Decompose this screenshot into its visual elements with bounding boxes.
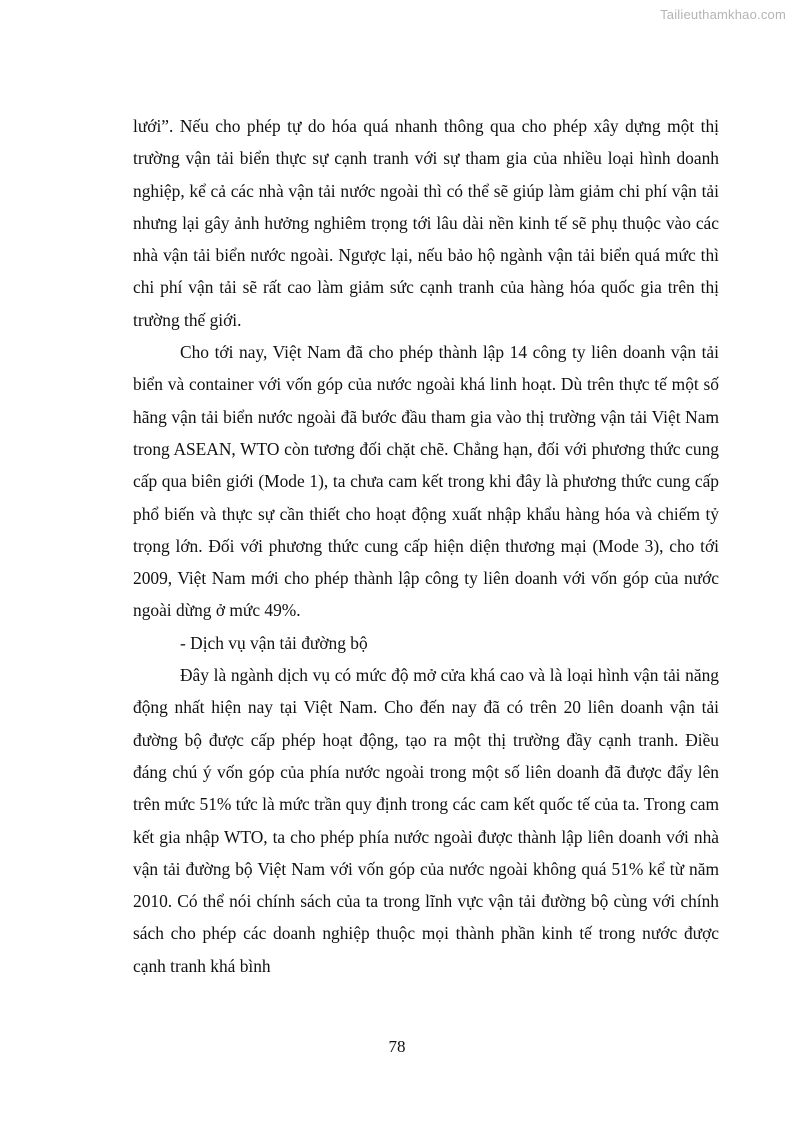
document-body [133, 110, 719, 982]
page-number: 78 [388, 1037, 406, 1056]
paragraph-continuation: lưới”. Nếu cho phép tự do hóa quá nhanh thông qua cho phép xây dựng một thị trường vận tải biển thực sự cạnh tranh với sự tham gia của nhiều loại hình doanh nghiệp, kể cả các nhà vận tải nước ngoài thì có thể sẽ giúp làm giảm chi phí vận tải nhưng lại gây ảnh hưởng nghiêm trọng tới lâu dài nền kinh tế sẽ phụ thuộc vào các nhà vận tải biển nước ngoài. Ngược lại, nếu bảo hộ ngành vận tải biển quá mức thì chi phí vận tải sẽ rất cao làm giảm sức cạnh tranh của hàng hóa quốc gia trên thị trường thế giới. [133, 116, 719, 330]
section-heading-road-transport: - Dịch vụ vận tải đường bộ [180, 632, 368, 653]
paragraph-sea-transport: Cho tới nay, Việt Nam đã cho phép thành lập 14 công ty liên doanh vận tải biển và container với vốn góp của nước ngoài khá linh hoạt. Dù trên thực tế một số hãng vận tải biển nước ngoài đã bước đầu tham gia vào thị trường vận tải Việt Nam trong ASEAN, WTO còn tương đối chặt chẽ. Chẳng hạn, đối với phương thức cung cấp qua biên giới (Mode 1), ta chưa cam kết trong khi đây là phương thức cung cấp phổ biến và thực sự cần thiết cho hoạt động xuất nhập khẩu hàng hóa và chiếm tỷ trọng lớn. Đối với phương thức cung cấp hiện diện thương mại (Mode 3), cho tới 2009, Việt Nam mới cho phép thành lập công ty liên doanh với vốn góp của nước ngoài dừng ở mức 49%. [133, 342, 719, 621]
watermark-text: Tailieuthamkhao.com [660, 7, 786, 22]
paragraph-road-transport: Đây là ngành dịch vụ có mức độ mở cửa khá cao và là loại hình vận tải năng động nhất hiện nay tại Việt Nam. Cho đến nay đã có trên 20 liên doanh vận tải đường bộ được cấp phép hoạt động, tạo ra một thị trường đầy cạnh tranh. Điều đáng chú ý vốn góp của phía nước ngoài trong một số liên doanh đã được đẩy lên trên mức 51% tức là mức trần quy định trong các cam kết quốc tế của ta. Trong cam kết gia nhập WTO, ta cho phép phía nước ngoài được thành lập liên doanh với nhà vận tải đường bộ Việt Nam với vốn góp của nước ngoài không quá 51% kể từ năm 2010. Có thể nói chính sách của ta trong lĩnh vực vận tải đường bộ cùng với chính sách cho phép các doanh nghiệp thuộc mọi thành phần kinh tế trong nước được cạnh tranh khá bình [133, 665, 719, 976]
